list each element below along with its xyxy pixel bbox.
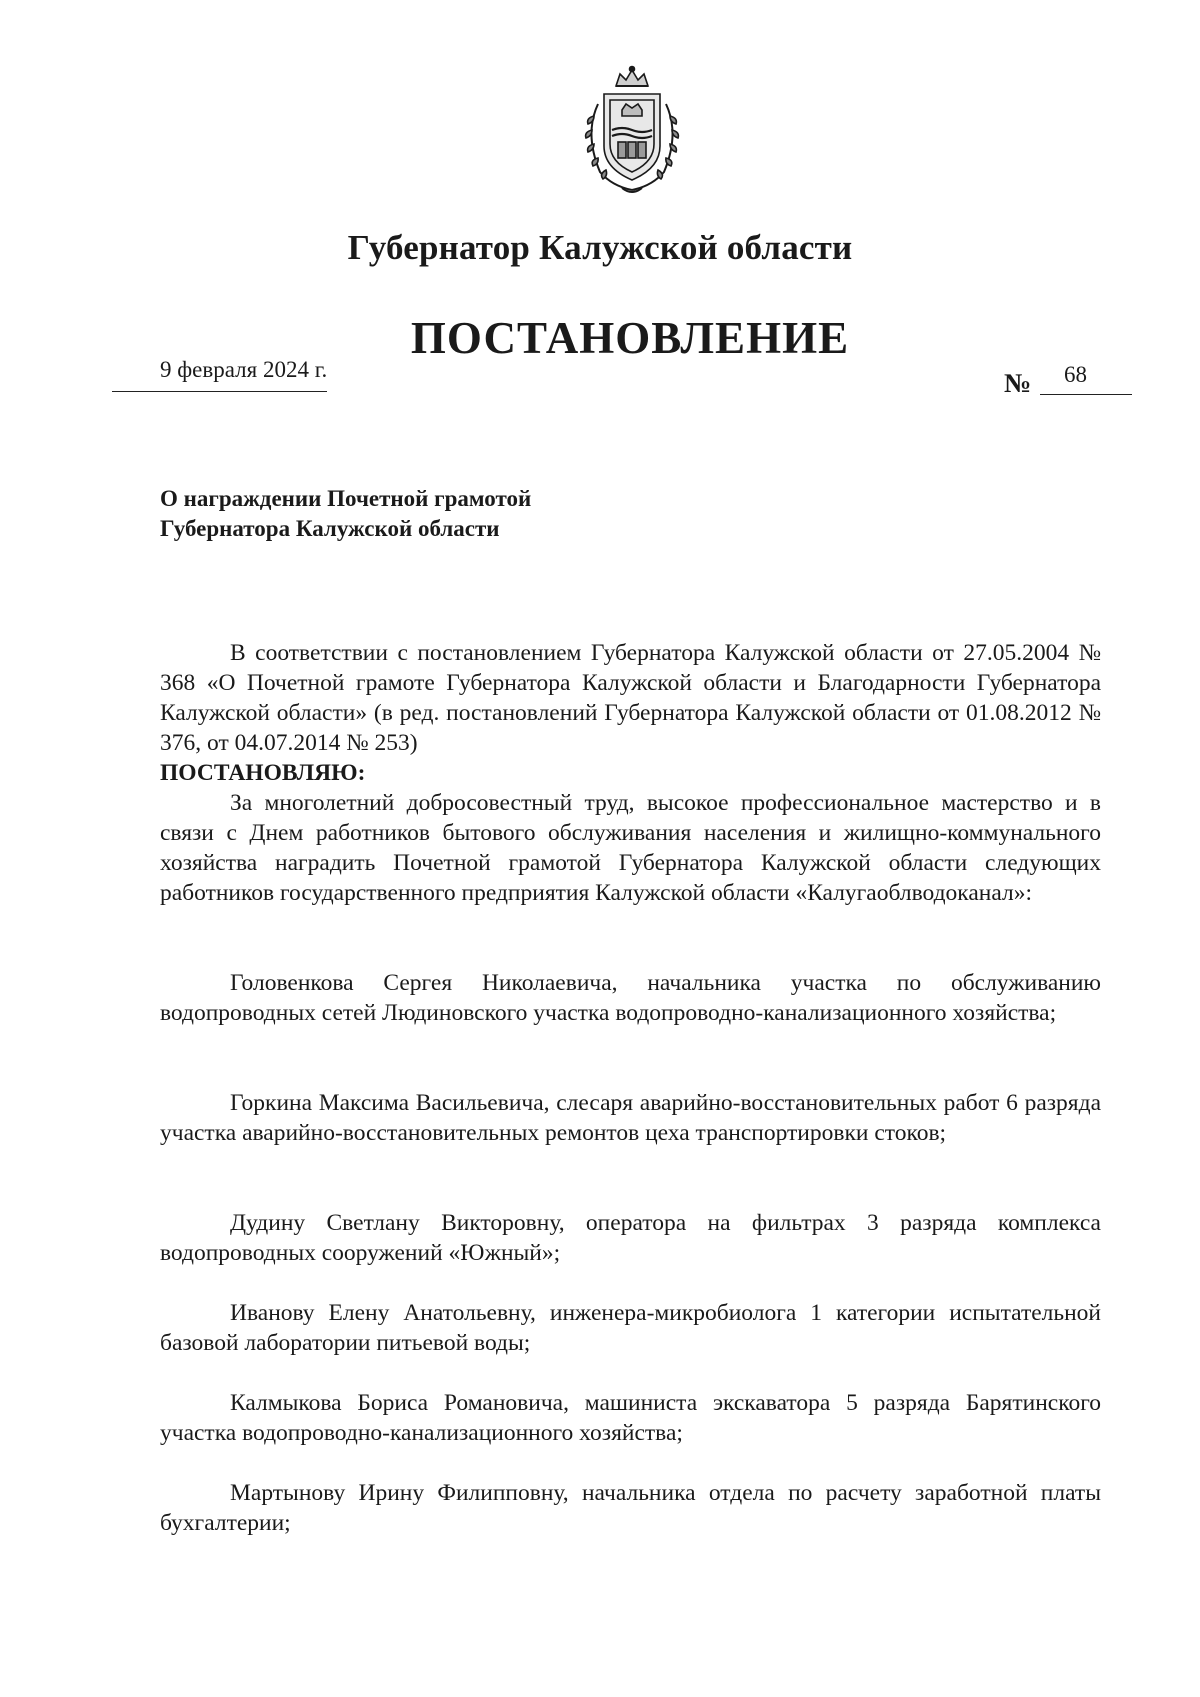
recipient-entry: Калмыкова Бориса Романовича, машиниста экскаватора 5 разряда Барятинского участка водопроводно-канализационного хозяйства; bbox=[160, 1390, 1101, 1446]
document-type-title: ПОСТАНОВЛЕНИЕ bbox=[410, 313, 850, 363]
preamble-paragraph: В соответствии с постановлением Губернатора Калужской области от 27.05.2004 № 368 «О Почетной грамоте Губернатора Калужской области и Благодарности Губернатора Калужской области» (в ред. постановлений Губернатора Калужской области от 01.08.2012 № 376, от 04.07.2014 № 253) bbox=[160, 640, 1101, 756]
subject-line: Губернатора Калужской области bbox=[160, 516, 500, 541]
recipient-entry: Горкина Максима Васильевича, слесаря аварийно-восстановительных работ 6 разряда участка аварийно-восстановительных ремонтов цеха транспортировки стоков; bbox=[160, 1090, 1101, 1146]
subject-line: О награждении Почетной грамотой bbox=[160, 486, 532, 511]
recipient-entry: Дудину Светлану Викторовну, оператора на фильтрах 3 разряда комплекса водопроводных сооружений «Южный»; bbox=[160, 1210, 1101, 1266]
number-field bbox=[1040, 362, 1132, 395]
award-intro-paragraph: За многолетний добросовестный труд, высокое профессиональное мастерство и в связи с Днем работников бытового обслуживания населения и жилищно-коммунального хозяйства наградить Почетной грамотой Губернатора Калужской области следующих работников государственного предприятия Калужской области «Калугаоблводоканал»: bbox=[160, 790, 1101, 906]
recipient-entry: Иванову Елену Анатольевну, инженера-микробиолога 1 категории испытательной базовой лаборатории питьевой воды; bbox=[160, 1300, 1101, 1356]
issuing-authority: Губернатор Калужской области bbox=[347, 228, 853, 267]
document-number: 68 bbox=[1064, 362, 1087, 387]
date-field bbox=[112, 355, 327, 392]
number-sign: № bbox=[1004, 368, 1032, 398]
document-subject bbox=[160, 484, 860, 544]
document-date: 9 февраля 2024 г. bbox=[160, 357, 328, 382]
recipient-entry: Головенкова Сергея Николаевича, начальника участка по обслуживанию водопроводных сетей Людиновского участка водопроводно-канализационного хозяйства; bbox=[160, 970, 1101, 1026]
decree-word: ПОСТАНОВЛЯЮ: bbox=[160, 760, 366, 786]
recipient-entry: Мартынову Ирину Филипповну, начальника отдела по расчету заработной платы бухгалтерии; bbox=[160, 1480, 1101, 1536]
kaluga-region-coat-of-arms-icon bbox=[566, 64, 698, 200]
